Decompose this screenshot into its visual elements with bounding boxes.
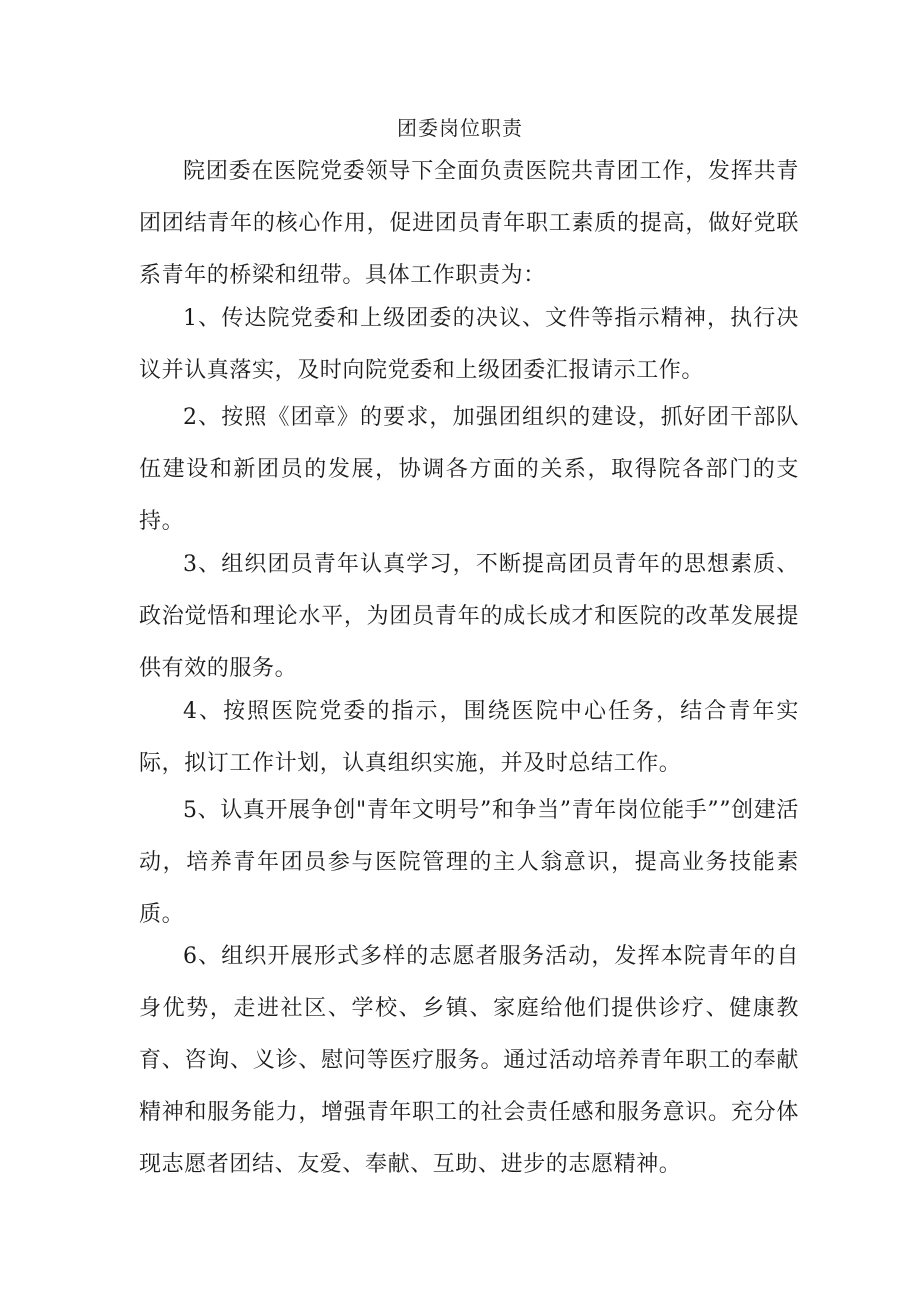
duty-paragraph-2: 2、按照《团章》的要求，加强团组织的建设，抓好团干部队伍建设和新团员的发展，协调各方面的关系，取得院各部门的支持。	[139, 405, 799, 534]
duty-paragraph-1: 1、传达院党委和上级团委的决议、文件等指示精神，执行决议并认真落实，及时向院党委和上级团委汇报请示工作。	[139, 306, 799, 383]
duty-paragraph-5: 5、认真开展争创"青年文明号”和争当”青年岗位能手””创建活动，培养青年团员参与医院管理的主人翁意识，提高业务技能素质。	[139, 798, 799, 927]
document-title: 团委岗位职责	[397, 116, 523, 140]
intro-paragraph: 院团委在医院党委领导下全面负责医院共青团工作，发挥共青团团结青年的核心作用，促进团员青年职工素质的提高，做好党联系青年的桥梁和纽带。具体工作职责为：	[139, 159, 799, 288]
duty-paragraph-4: 4、按照医院党委的指示，围绕医院中心任务，结合青年实际，拟订工作计划，认真组织实施，并及时总结工作。	[139, 699, 799, 776]
duty-paragraph-3: 3、组织团员青年认真学习，不断提高团员青年的思想素质、政治觉悟和理论水平，为团员青年的成长成才和医院的改革发展提供有效的服务。	[139, 552, 799, 681]
duty-paragraph-6: 6、组织开展形式多样的志愿者服务活动，发挥本院青年的自身优势，走进社区、学校、乡镇、家庭给他们提供诊疗、健康教育、咨询、义诊、慰问等医疗服务。通过活动培养青年职工的奉献精神和服务能力，增强青年职工的社会责任感和服务意识。充分体现志愿者团结、友爱、奉献、互助、进步的志愿精神。	[139, 944, 799, 1177]
